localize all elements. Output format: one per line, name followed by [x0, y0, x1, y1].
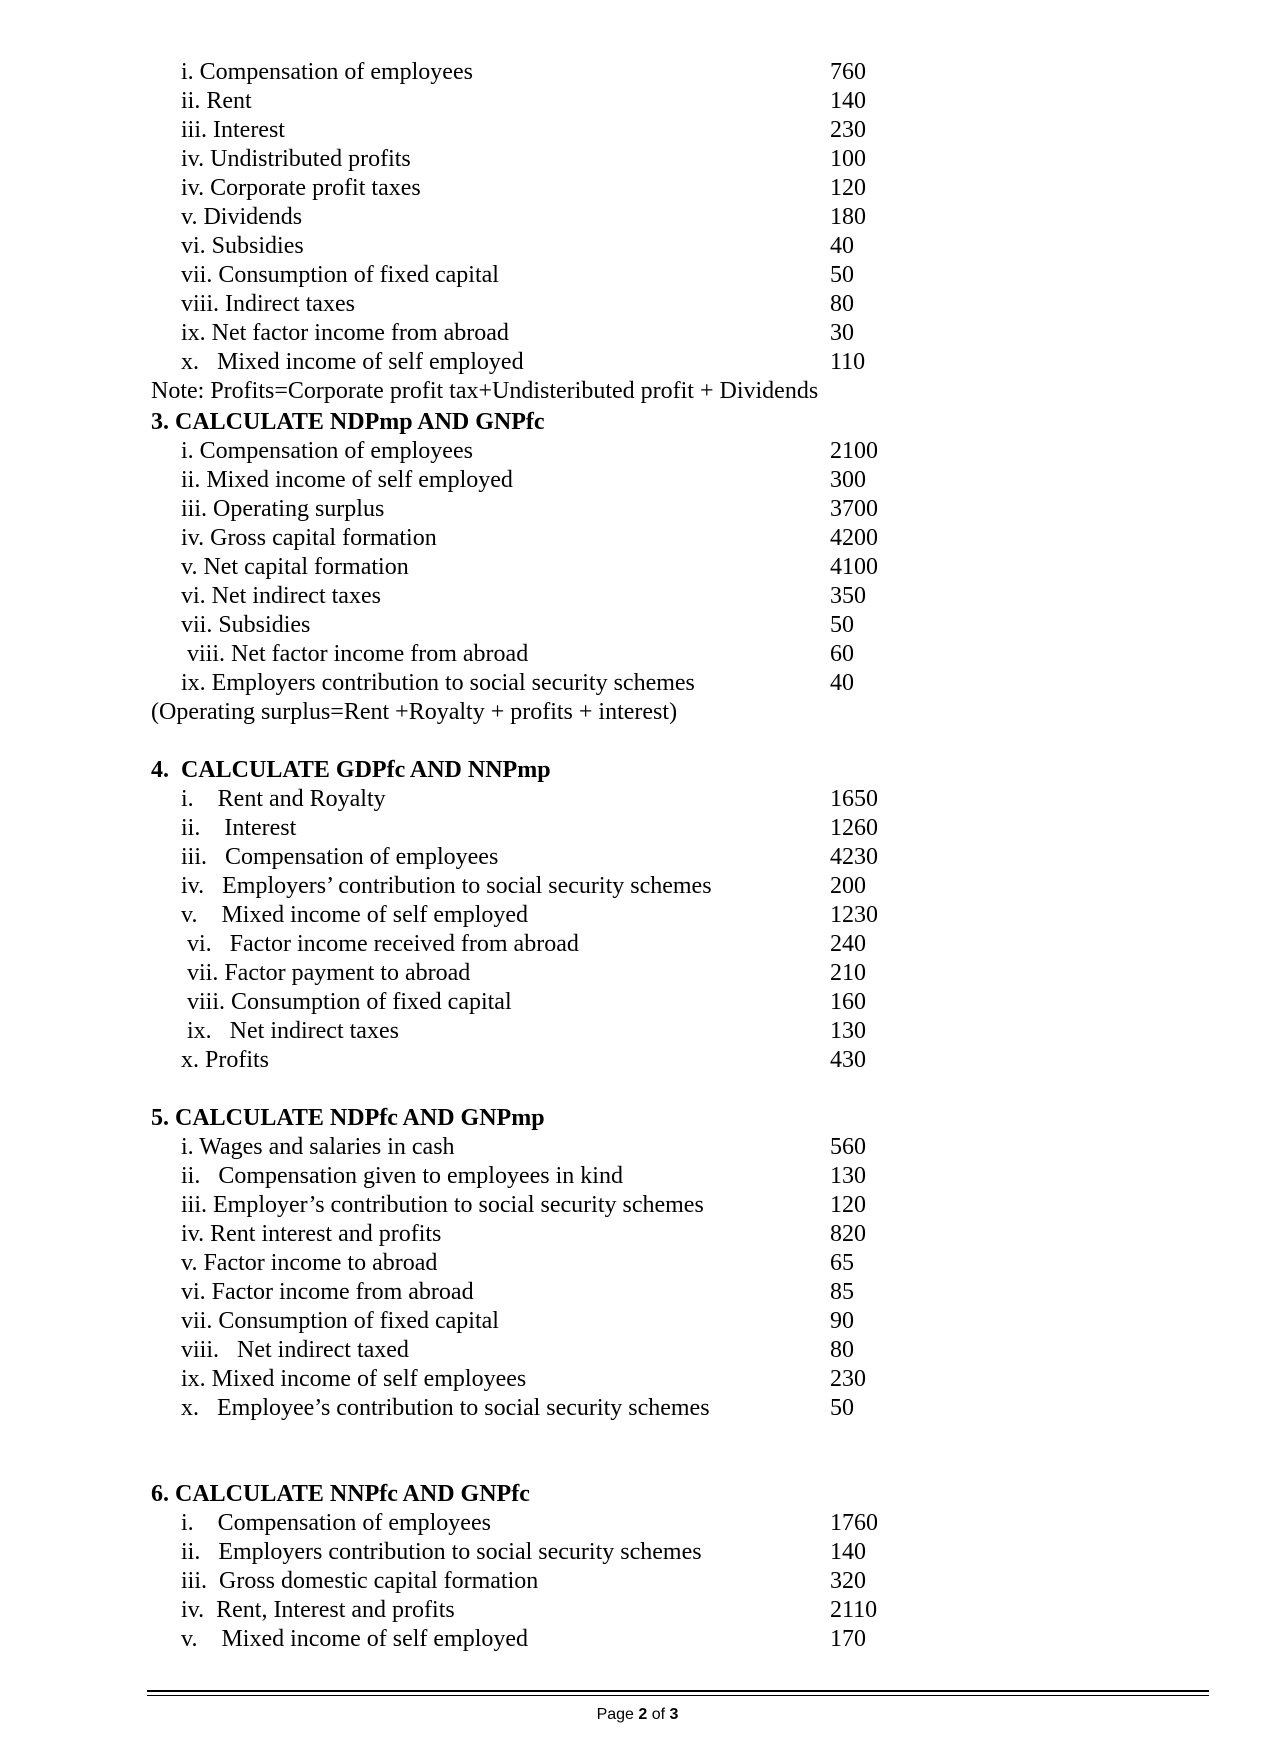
item-value: 350 [830, 583, 866, 609]
item-label: ix. Net factor income from abroad [181, 320, 509, 346]
item-label: ix. Net indirect taxes [181, 1018, 399, 1044]
item-value: 4230 [830, 844, 878, 870]
item-label: x. Employee’s contribution to social security schemes [181, 1395, 710, 1421]
item-label: x. Mixed income of self employed [181, 349, 524, 375]
footer-rule-thin [147, 1695, 1209, 1696]
item-label: i. Compensation of employees [181, 1510, 491, 1536]
item-label: v. Factor income to abroad [181, 1250, 438, 1276]
item-value: 90 [830, 1308, 854, 1334]
item-label: iv. Rent interest and profits [181, 1221, 442, 1247]
item-value: 430 [830, 1047, 866, 1073]
item-label: iii. Compensation of employees [181, 844, 499, 870]
item-value: 230 [830, 1366, 866, 1392]
item-label: ii. Rent [181, 88, 252, 114]
item-value: 100 [830, 146, 866, 172]
item-value: 170 [830, 1626, 866, 1652]
item-value: 820 [830, 1221, 866, 1247]
item-value: 50 [830, 1395, 854, 1421]
section-heading: 4. CALCULATE GDPfc AND NNPmp [151, 757, 551, 783]
footer-current-page: 2 [638, 1706, 648, 1723]
item-label: vii. Subsidies [181, 612, 311, 638]
footer-rule-thick [147, 1690, 1209, 1692]
item-label: vi. Net indirect taxes [181, 583, 381, 609]
item-value: 65 [830, 1250, 854, 1276]
item-value: 110 [830, 349, 866, 375]
item-label: vii. Factor payment to abroad [181, 960, 471, 986]
item-label: iii. Operating surplus [181, 496, 385, 522]
item-value: 80 [830, 291, 854, 317]
section-heading: 5. CALCULATE NDPfc AND GNPmp [151, 1105, 545, 1131]
item-label: v. Mixed income of self employed [181, 902, 529, 928]
item-label: ii. Employers contribution to social security schemes [181, 1539, 702, 1565]
item-value: 50 [830, 612, 854, 638]
item-label: v. Dividends [181, 204, 303, 230]
item-value: 140 [830, 1539, 866, 1565]
item-value: 80 [830, 1337, 854, 1363]
item-label: viii. Consumption of fixed capital [181, 989, 512, 1015]
item-value: 320 [830, 1568, 866, 1594]
item-value: 60 [830, 641, 854, 667]
item-value: 210 [830, 960, 866, 986]
item-value: 2100 [830, 438, 878, 464]
item-label: i. Rent and Royalty [181, 786, 386, 812]
section-note: Note: Profits=Corporate profit tax+Undisteributed profit + Dividends [151, 378, 819, 404]
section-note: (Operating surplus=Rent +Royalty + profits + interest) [151, 699, 678, 725]
item-label: ii. Compensation given to employees in kind [181, 1163, 623, 1189]
item-label: iii. Interest [181, 117, 285, 143]
section-heading: 3. CALCULATE NDPmp AND GNPfc [151, 409, 545, 435]
item-value: 1760 [830, 1510, 878, 1536]
item-value: 140 [830, 88, 866, 114]
item-label: iii. Employer’s contribution to social security schemes [181, 1192, 704, 1218]
item-label: i. Compensation of employees [181, 59, 473, 85]
item-value: 1230 [830, 902, 878, 928]
item-value: 560 [830, 1134, 866, 1160]
item-label: viii. Indirect taxes [181, 291, 355, 317]
item-label: vi. Factor income from abroad [181, 1279, 474, 1305]
footer-total-pages: 3 [669, 1706, 679, 1723]
item-label: viii. Net factor income from abroad [181, 641, 529, 667]
item-label: vi. Subsidies [181, 233, 304, 259]
item-label: iv. Undistributed profits [181, 146, 411, 172]
item-label: x. Profits [181, 1047, 270, 1073]
item-value: 40 [830, 233, 854, 259]
item-label: iv. Rent, Interest and profits [181, 1597, 455, 1623]
section-heading: 6. CALCULATE NNPfc AND GNPfc [151, 1481, 530, 1507]
item-label: ii. Mixed income of self employed [181, 467, 513, 493]
item-value: 300 [830, 467, 866, 493]
item-label: v. Mixed income of self employed [181, 1626, 529, 1652]
item-value: 240 [830, 931, 866, 957]
item-label: i. Compensation of employees [181, 438, 473, 464]
item-value: 180 [830, 204, 866, 230]
item-value: 1650 [830, 786, 878, 812]
item-label: viii. Net indirect taxed [181, 1337, 409, 1363]
item-value: 30 [830, 320, 854, 346]
item-label: iv. Gross capital formation [181, 525, 437, 551]
item-value: 200 [830, 873, 866, 899]
item-value: 85 [830, 1279, 854, 1305]
footer-prefix: Page [596, 1706, 639, 1723]
item-value: 120 [830, 1192, 866, 1218]
item-label: v. Net capital formation [181, 554, 409, 580]
item-value: 1260 [830, 815, 878, 841]
page-footer [0, 1706, 1275, 1724]
item-label: ii. Interest [181, 815, 297, 841]
item-label: ix. Mixed income of self employees [181, 1366, 527, 1392]
item-value: 2110 [830, 1597, 878, 1623]
item-label: iii. Gross domestic capital formation [181, 1568, 539, 1594]
item-label: ix. Employers contribution to social security schemes [181, 670, 695, 696]
item-value: 160 [830, 989, 866, 1015]
item-value: 120 [830, 175, 866, 201]
item-value: 130 [830, 1163, 866, 1189]
item-label: i. Wages and salaries in cash [181, 1134, 455, 1160]
item-value: 230 [830, 117, 866, 143]
item-value: 130 [830, 1018, 866, 1044]
item-value: 40 [830, 670, 854, 696]
item-label: iv. Corporate profit taxes [181, 175, 421, 201]
item-label: iv. Employers’ contribution to social security schemes [181, 873, 712, 899]
item-label: vii. Consumption of fixed capital [181, 1308, 499, 1334]
item-value: 4100 [830, 554, 878, 580]
item-value: 760 [830, 59, 866, 85]
item-value: 4200 [830, 525, 878, 551]
item-value: 3700 [830, 496, 878, 522]
item-label: vi. Factor income received from abroad [181, 931, 579, 957]
footer-middle: of [647, 1706, 670, 1723]
item-label: vii. Consumption of fixed capital [181, 262, 499, 288]
item-value: 50 [830, 262, 854, 288]
